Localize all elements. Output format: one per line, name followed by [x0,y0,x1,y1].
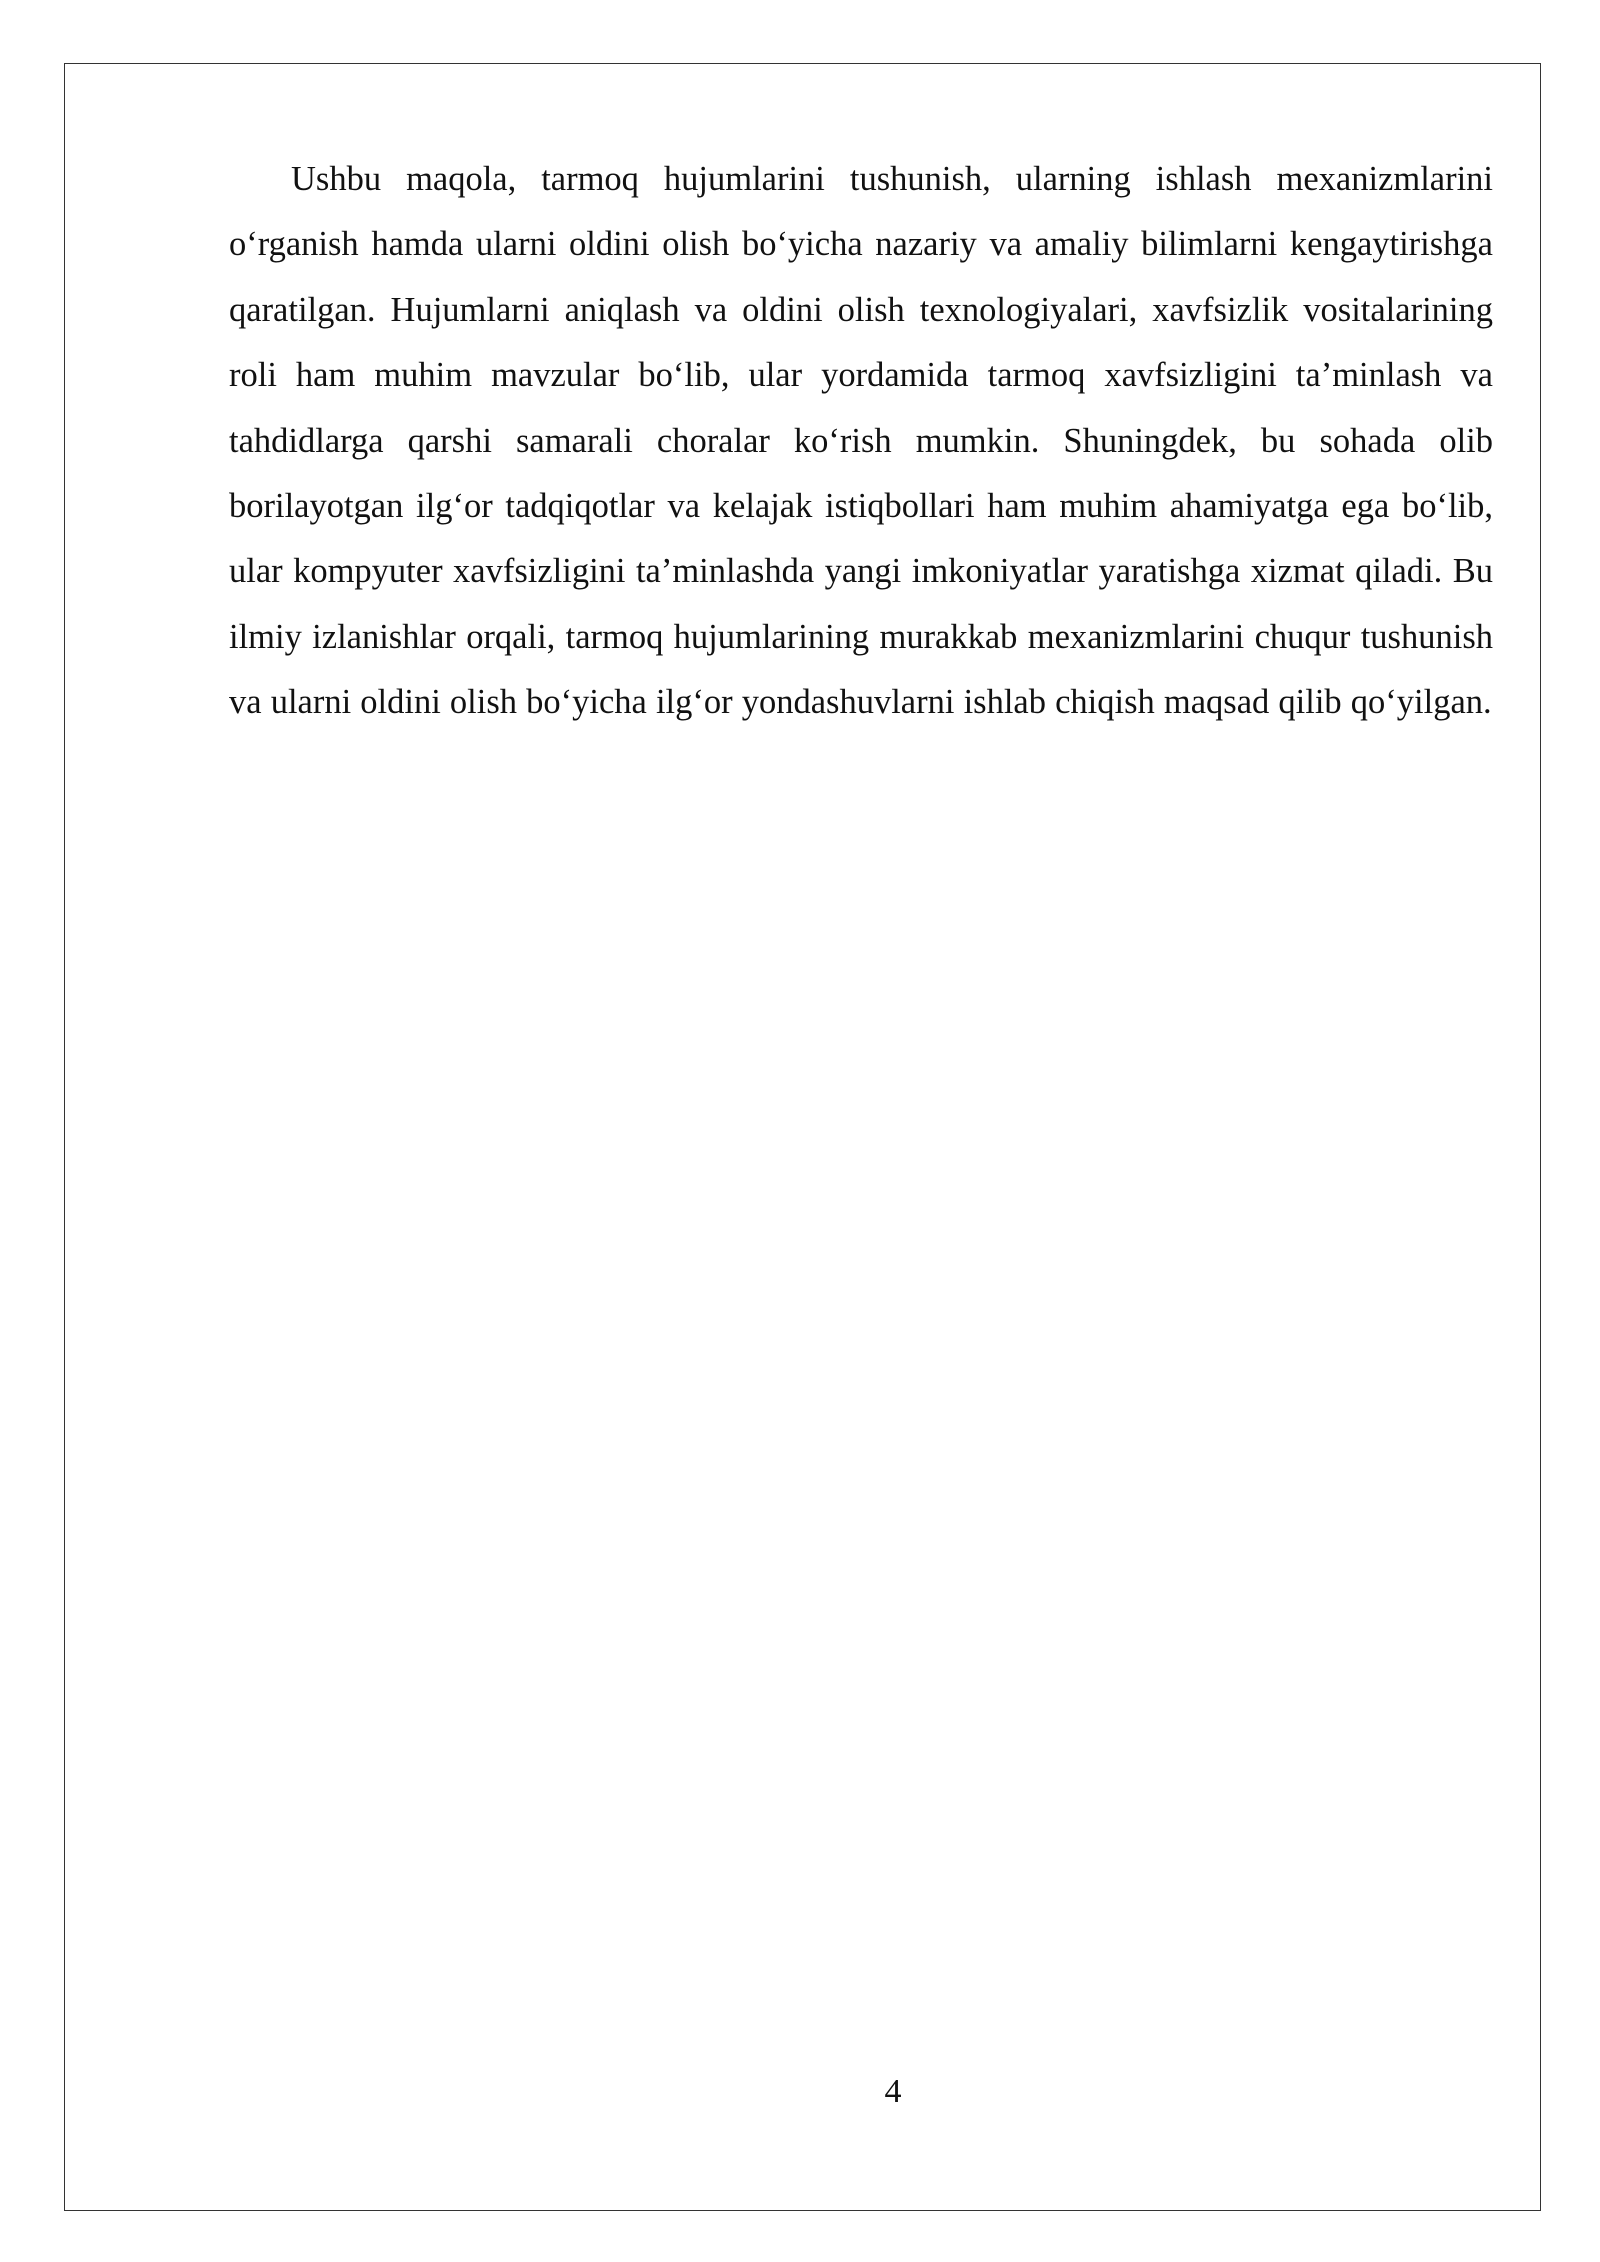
page-number: 4 [884,2073,902,2110]
body-paragraph: Ushbu maqola, tarmoq hujumlarini tushunish, ularning ishlash mexanizmlarini o‘rganish hamda ularni oldini olish bo‘yicha nazariy va amaliy bilimlarni kengaytirishga qaratilgan. Hujumlarni aniqlash va oldini olish texnologiyalari, xavfsizlik vositalarining roli ham muhim mavzular bo‘lib, ular yordamida tarmoq xavfsizligini ta’minlash va tahdidlarga qarshi samarali choralar ko‘rish mumkin. Shuningdek, bu sohada olib borilayotgan ilg‘or tadqiqotlar va kelajak istiqbollari ham muhim ahamiyatga ega bo‘lib, ular kompyuter xavfsizligini ta’minlashda yangi imkoniyatlar yaratishga xizmat qiladi. Bu ilmiy izlanishlar orqali, tarmoq hujumlarining murakkab mexanizmlarini chuqur tushunish va ularni oldini olish bo‘yicha ilg‘or yondashuvlarni ishlab chiqish maqsad qilib qo‘yilgan. [229,160,1493,722]
